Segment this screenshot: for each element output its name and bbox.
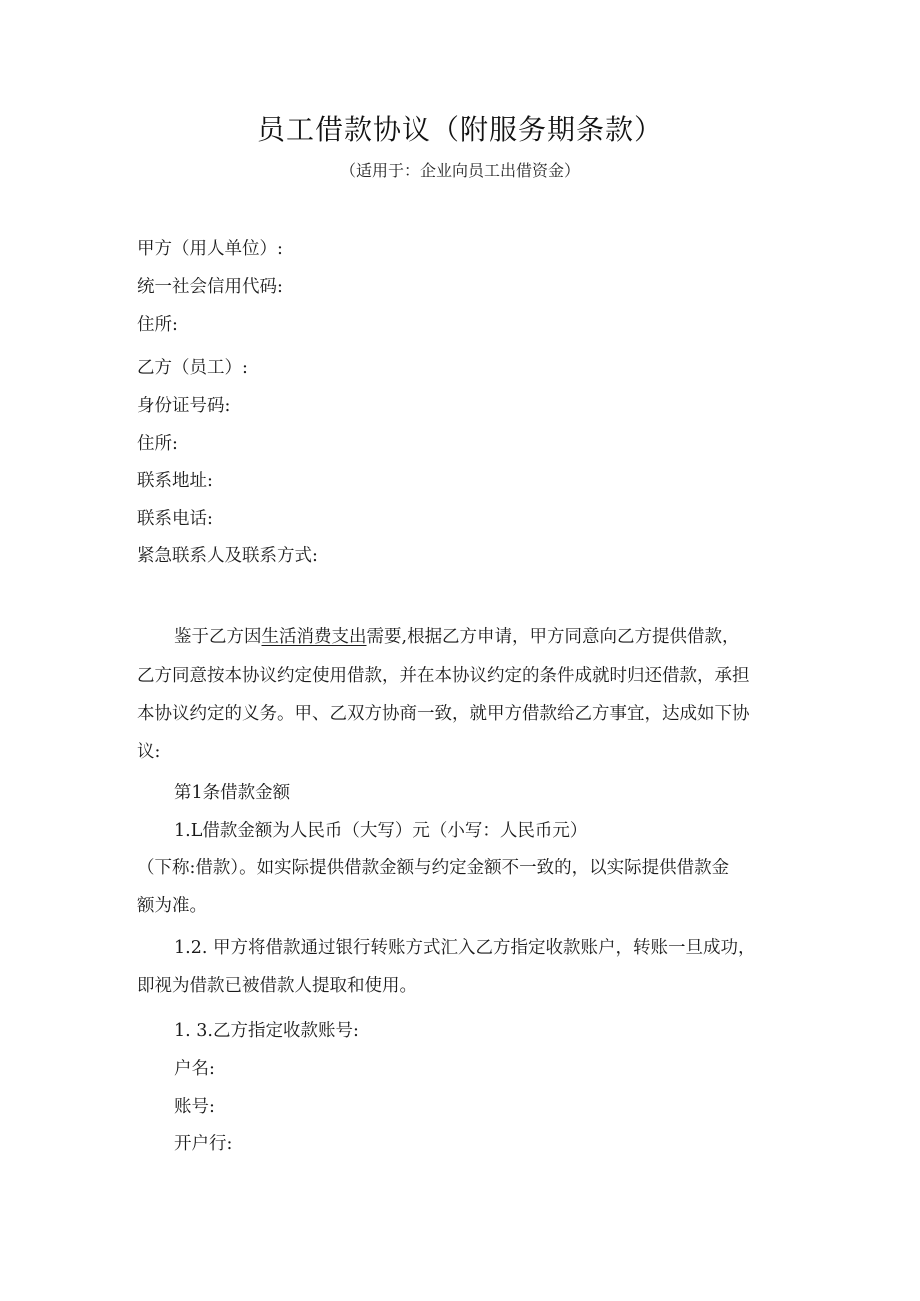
account-number-label: 账号: xyxy=(174,1097,215,1117)
preamble-line-1-prefix: 鉴于乙方因 xyxy=(174,627,262,647)
party-b-phone-label: 联系电话: xyxy=(137,509,213,529)
clause-1-2-line-2: 即视为借款已被借款人提取和使用。 xyxy=(137,976,417,996)
clause-1-1-line-2: （下称:借款）。如实际提供借款金额与约定金额不一致的，以实际提供借款金 xyxy=(137,858,730,878)
party-b-address-label: 住所: xyxy=(137,434,178,454)
bank-label: 开户行: xyxy=(174,1134,233,1154)
party-b-emergency-contact-label: 紧急联系人及联系方式: xyxy=(137,546,318,566)
document-subtitle: （适用于：企业向员工出借资金） xyxy=(339,161,580,180)
clause-1-1-line-1: 1.L借款金额为人民币（大写）元（小写：人民币元） xyxy=(174,821,588,841)
clause-1-3-line-1: 1. 3.乙方指定收款账号: xyxy=(174,1021,359,1041)
preamble-line-1 xyxy=(174,626,740,648)
preamble-line-3: 本协议约定的义务。甲、乙双方协商一致，就甲方借款给乙方事宜，达成如下协 xyxy=(137,704,750,724)
party-a-address-label: 住所: xyxy=(137,315,178,335)
preamble-line-1-suffix: 需要,根据乙方申请，甲方同意向乙方提供借款， xyxy=(366,627,740,647)
article-1-heading: 第1条借款金额 xyxy=(174,783,291,803)
account-name-label: 户名: xyxy=(174,1059,215,1079)
party-a-name-label: 甲方（用人单位）: xyxy=(137,239,283,259)
document-title: 员工借款协议（附服务期条款） xyxy=(256,113,663,146)
clause-1-2-line-1: 1.2. 甲方将借款通过银行转账方式汇入乙方指定收款账户，转账一旦成功， xyxy=(174,938,756,958)
party-b-name-label: 乙方（员工）: xyxy=(137,358,248,378)
preamble-line-4: 议: xyxy=(137,742,161,762)
party-a-credit-code-label: 统一社会信用代码: xyxy=(137,277,283,297)
party-b-id-label: 身份证号码: xyxy=(137,396,231,416)
preamble-line-2: 乙方同意按本协议约定使用借款，并在本协议约定的条件成就时归还借款，承担 xyxy=(137,666,750,686)
loan-purpose-underlined: 生活消费支出 xyxy=(261,627,367,647)
party-b-contact-address-label: 联系地址: xyxy=(137,471,213,491)
clause-1-1-line-3: 额为准。 xyxy=(137,896,207,916)
